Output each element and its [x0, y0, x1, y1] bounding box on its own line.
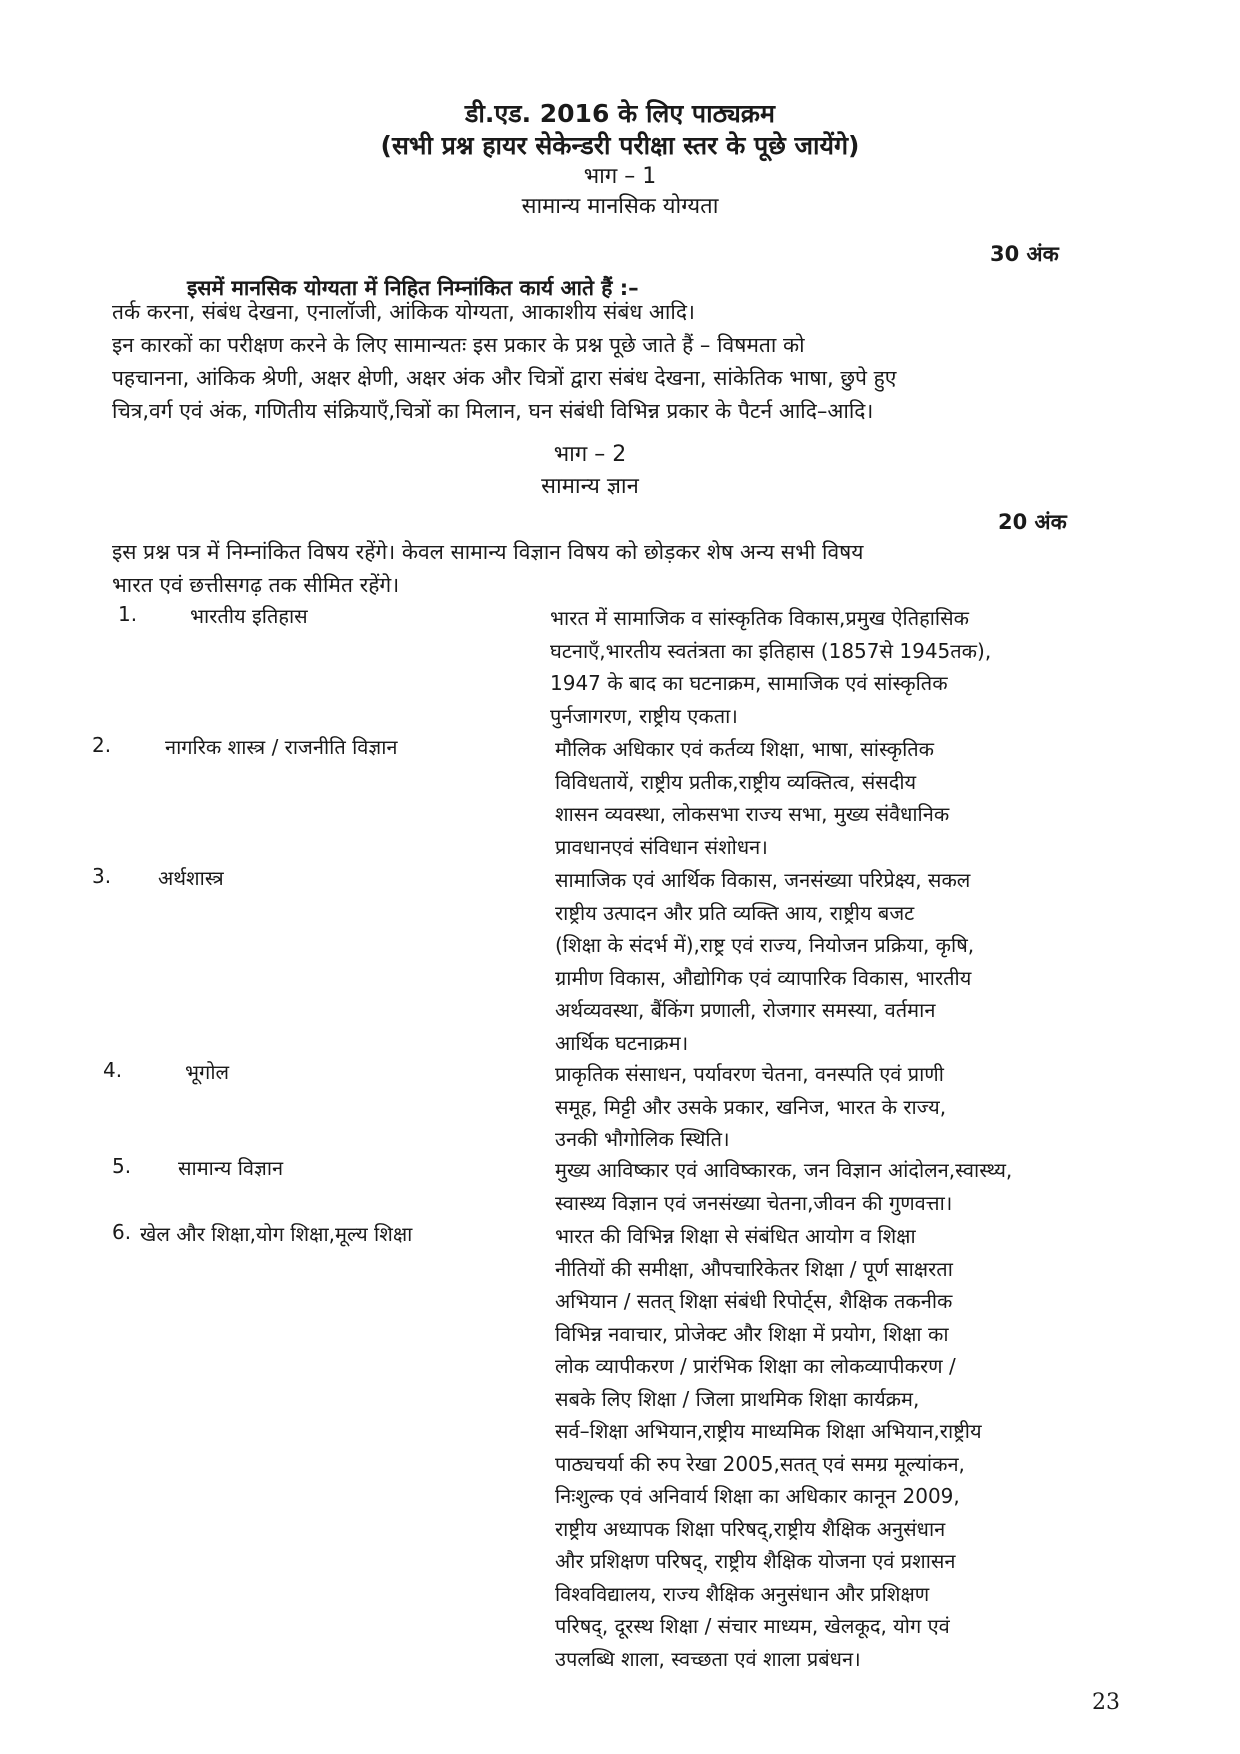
desc-line: राष्ट्रीय अध्यापक शिक्षा परिषद्,राष्ट्रीय शैक्षिक अनुसंधान — [555, 1516, 946, 1541]
part2-marks: 20 अंक — [998, 510, 1067, 534]
desc-line: विविधतायें, राष्ट्रीय प्रतीक,राष्ट्रीय व्यक्तित्व, संसदीय — [555, 769, 917, 794]
subject-name: सामान्य विज्ञान — [178, 1156, 284, 1180]
part2-title: सामान्य ज्ञान — [541, 474, 639, 499]
subject-number: 1. — [118, 602, 138, 626]
desc-line: विश्वविद्यालय, राज्य शैक्षिक अनुसंधान और प्रशिक्षण — [555, 1581, 930, 1606]
subject-name: अर्थशास्त्र — [158, 866, 224, 890]
desc-line: सामाजिक एवं आर्थिक विकास, जनसंख्या परिप्रेक्ष्य, सकल — [555, 868, 971, 892]
desc-line: लोक व्यापीकरण / प्रारंभिक शिक्षा का लोकव्यापीकरण / — [555, 1354, 956, 1378]
subject-number: 6. — [112, 1220, 132, 1244]
desc-line: 1947 के बाद का घटनाक्रम, सामाजिक एवं सांस्कृतिक — [550, 671, 948, 695]
desc-line: प्राकृतिक संसाधन, पर्यावरण चेतना, वनस्पति एवं प्राणी — [555, 1062, 944, 1086]
part2-label: भाग – 2 — [553, 442, 627, 467]
page-subtitle: (सभी प्रश्न हायर सेकेन्डरी परीक्षा स्तर के पूछे जायेंगे) — [380, 131, 860, 160]
subject-description — [555, 864, 974, 1059]
desc-line: भारत में सामाजिक व सांस्कृतिक विकास,प्रमुख ऐतिहासिक — [550, 606, 969, 630]
desc-line: (शिक्षा के संदर्भ में),राष्ट्र एवं राज्य, नियोजन प्रक्रिया, कृषि, — [555, 933, 975, 957]
page-title: डी.एड. 2016 के लिए पाठ्यक्रम — [465, 99, 775, 128]
part1-line: इन कारकों का परीक्षण करने के लिए सामान्यतः इस प्रकार के प्रश्न पूछे जाते हैं – विषमता को — [112, 333, 805, 357]
desc-line: अभियान / सतत् शिक्षा संबंधी रिपोर्ट्स, शैक्षिक तकनीक — [555, 1289, 953, 1313]
desc-line: प्रावधानएवं संविधान संशोधन। — [555, 834, 768, 859]
desc-line: अर्थव्यवस्था, बैंकिंग प्रणाली, रोजगार समस्या, वर्तमान — [555, 998, 936, 1022]
part2-intro — [112, 536, 1132, 602]
desc-line: घटनाएँ,भारतीय स्वतंत्रता का इतिहास (1857से 1945तक), — [550, 638, 992, 663]
desc-line: और प्रशिक्षण परिषद्, राष्ट्रीय शैक्षिक योजना एवं प्रशासन — [555, 1549, 956, 1573]
subject-number: 5. — [112, 1154, 132, 1178]
desc-line: स्वास्थ्य विज्ञान एवं जनसंख्या चेतना,जीवन की गुणवत्ता। — [555, 1190, 953, 1215]
desc-line: पुर्नजागरण, राष्ट्रीय एकता। — [550, 703, 738, 728]
part1-body — [112, 296, 1132, 428]
desc-line: नीतियों की समीक्षा, औपचारिकेतर शिक्षा / पूर्ण साक्षरता — [555, 1256, 953, 1281]
desc-line: राष्ट्रीय उत्पादन और प्रति व्यक्ति आय, राष्ट्रीय बजट — [555, 900, 915, 925]
desc-line: सबके लिए शिक्षा / जिला प्राथमिक शिक्षा कार्यक्रम, — [555, 1386, 920, 1411]
subject-number: 3. — [92, 864, 112, 888]
subject-description — [555, 1154, 1012, 1219]
subject-name: नागरिक शास्त्र / राजनीति विज्ञान — [165, 735, 398, 759]
desc-line: पाठ्यचर्या की रुप रेखा 2005,सतत् एवं समग्र मूल्यांकन, — [555, 1451, 965, 1476]
part1-line: तर्क करना, संबंध देखना, एनालॉजी, आंकिक योग्यता, आकाशीय संबंध आदि। — [112, 300, 695, 324]
page-number: 23 — [1092, 1690, 1120, 1715]
desc-line: निःशुल्क एवं अनिवार्य शिक्षा का अधिकार कानून 2009, — [555, 1484, 960, 1508]
desc-line: आर्थिक घटनाक्रम। — [555, 1030, 689, 1055]
desc-line: समूह, मिट्टी और उसके प्रकार, खनिज, भारत के राज्य, — [555, 1094, 947, 1119]
desc-line: भारत की विभिन्न शिक्षा से संबंधित आयोग व शिक्षा — [555, 1224, 916, 1248]
subject-name: खेल और शिक्षा,योग शिक्षा,मूल्य शिक्षा — [140, 1222, 413, 1246]
subject-number: 2. — [92, 733, 112, 757]
part1-label: भाग – 1 — [583, 164, 657, 189]
desc-line: ग्रामीण विकास, औद्योगिक एवं व्यापारिक विकास, भारतीय — [555, 965, 972, 990]
subject-description — [555, 1058, 946, 1156]
desc-line: विभिन्न नवाचार, प्रोजेक्ट और शिक्षा में प्रयोग, शिक्षा का — [555, 1321, 949, 1346]
desc-line: मुख्य आविष्कार एवं आविष्कारक, जन विज्ञान आंदोलन,स्वास्थ्य, — [555, 1158, 1013, 1182]
part1-line: चित्र,वर्ग एवं अंक, गणितीय संक्रियाएँ,चित्रों का मिलान, घन संबंधी विभिन्न प्रकार के पैटर्न आदि–आदि। — [112, 399, 874, 423]
subject-description — [550, 602, 991, 732]
desc-line: उनकी भौगोलिक स्थिति। — [555, 1127, 730, 1151]
part1-title: सामान्य मानसिक योग्यता — [521, 194, 719, 219]
part1-intro: इसमें मानसिक योग्यता में निहित निम्नांकित कार्य आते हैं :– — [187, 276, 639, 300]
desc-line: शासन व्यवस्था, लोकसभा राज्य सभा, मुख्य संवैधानिक — [555, 802, 950, 826]
subject-number: 4. — [103, 1058, 123, 1082]
desc-line: उपलब्धि शाला, स्वच्छता एवं शाला प्रबंधन। — [555, 1646, 861, 1671]
desc-line: मौलिक अधिकार एवं कर्तव्य शिक्षा, भाषा, सांस्कृतिक — [555, 737, 935, 761]
part2-line: भारत एवं छत्तीसगढ़ तक सीमित रहेंगे। — [112, 573, 400, 597]
part1-line: पहचानना, आंकिक श्रेणी, अक्षर क्षेणी, अक्षर अंक और चित्रों द्वारा संबंध देखना, सांकेतिक भाषा, छुपे हुए — [112, 366, 897, 390]
subject-description — [555, 1220, 982, 1675]
subject-name: भूगोल — [185, 1060, 230, 1084]
desc-line: परिषद्, दूरस्थ शिक्षा / संचार माध्यम, खेलकूद, योग एवं — [555, 1614, 950, 1638]
subject-description — [555, 733, 949, 863]
desc-line: सर्व–शिक्षा अभियान,राष्ट्रीय माध्यमिक शिक्षा अभियान,राष्ट्रीय — [555, 1419, 982, 1443]
part1-marks: 30 अंक — [990, 242, 1059, 266]
subject-name: भारतीय इतिहास — [190, 604, 308, 628]
part2-line: इस प्रश्न पत्र में निम्नांकित विषय रहेंगे। केवल सामान्य विज्ञान विषय को छोड़कर शेष अन्य सभी विषय — [112, 540, 864, 564]
